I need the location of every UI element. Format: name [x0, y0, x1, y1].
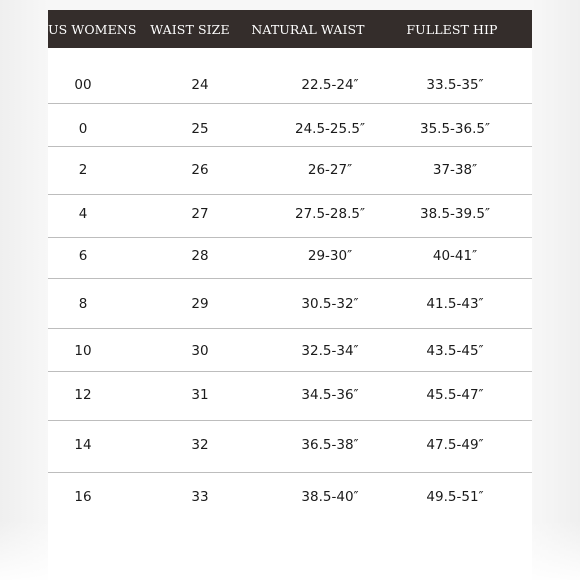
cell-fullest-hip: 43.5-45″ — [426, 343, 484, 359]
header-natural-waist: NATURAL WAIST — [251, 21, 365, 37]
cell-us-womens: 12 — [74, 387, 92, 403]
table-row — [48, 246, 532, 266]
cell-waist-size: 33 — [191, 489, 209, 505]
cell-fullest-hip: 49.5-51″ — [426, 489, 484, 505]
cell-waist-size: 24 — [191, 77, 209, 93]
row-divider — [48, 103, 532, 104]
cell-fullest-hip: 33.5-35″ — [426, 77, 484, 93]
cell-waist-size: 32 — [191, 437, 209, 453]
table-header — [48, 10, 532, 48]
table-row — [48, 435, 532, 455]
cell-waist-size: 31 — [191, 387, 209, 403]
cell-us-womens: 6 — [78, 248, 88, 264]
cell-us-womens: 4 — [78, 206, 88, 222]
header-waist-size: WAIST SIZE — [150, 21, 230, 37]
row-divider — [48, 328, 532, 329]
cell-natural-waist: 26-27″ — [307, 162, 353, 178]
table-row — [48, 204, 532, 224]
cell-us-womens: 0 — [78, 121, 88, 137]
cell-natural-waist: 32.5-34″ — [301, 343, 359, 359]
cell-natural-waist: 38.5-40″ — [301, 489, 359, 505]
row-divider — [48, 278, 532, 279]
row-divider — [48, 371, 532, 372]
cell-waist-size: 30 — [191, 343, 209, 359]
cell-fullest-hip: 38.5-39.5″ — [419, 206, 491, 222]
table-row — [48, 160, 532, 180]
cell-us-womens: 2 — [78, 162, 88, 178]
row-divider — [48, 146, 532, 147]
cell-us-womens: 8 — [78, 296, 88, 312]
cell-us-womens: 00 — [74, 77, 92, 93]
table-row — [48, 119, 532, 139]
table-row — [48, 487, 532, 507]
cell-natural-waist: 34.5-36″ — [301, 387, 359, 403]
cell-us-womens: 10 — [74, 343, 92, 359]
table-row — [48, 341, 532, 361]
cell-fullest-hip: 40-41″ — [432, 248, 478, 264]
cell-waist-size: 26 — [191, 162, 209, 178]
cell-fullest-hip: 45.5-47″ — [426, 387, 484, 403]
header-fullest-hip: FULLEST HIP — [406, 21, 498, 37]
cell-natural-waist: 24.5-25.5″ — [294, 121, 366, 137]
row-divider — [48, 472, 532, 473]
cell-waist-size: 28 — [191, 248, 209, 264]
header-us-womens: US WOMENS — [48, 21, 137, 37]
row-divider — [48, 194, 532, 195]
table-row — [48, 294, 532, 314]
cell-natural-waist: 29-30″ — [307, 248, 353, 264]
cell-fullest-hip: 41.5-43″ — [426, 296, 484, 312]
row-divider — [48, 420, 532, 421]
cell-waist-size: 25 — [191, 121, 209, 137]
cell-waist-size: 29 — [191, 296, 209, 312]
cell-natural-waist: 30.5-32″ — [301, 296, 359, 312]
row-divider — [48, 237, 532, 238]
cell-natural-waist: 22.5-24″ — [301, 77, 359, 93]
cell-fullest-hip: 47.5-49″ — [426, 437, 484, 453]
table-row — [48, 385, 532, 405]
table-row — [48, 75, 532, 95]
cell-waist-size: 27 — [191, 206, 209, 222]
cell-us-womens: 14 — [74, 437, 92, 453]
cell-fullest-hip: 37-38″ — [432, 162, 478, 178]
cell-natural-waist: 27.5-28.5″ — [294, 206, 366, 222]
size-chart — [48, 10, 532, 580]
cell-fullest-hip: 35.5-36.5″ — [419, 121, 491, 137]
cell-natural-waist: 36.5-38″ — [301, 437, 359, 453]
cell-us-womens: 16 — [74, 489, 92, 505]
